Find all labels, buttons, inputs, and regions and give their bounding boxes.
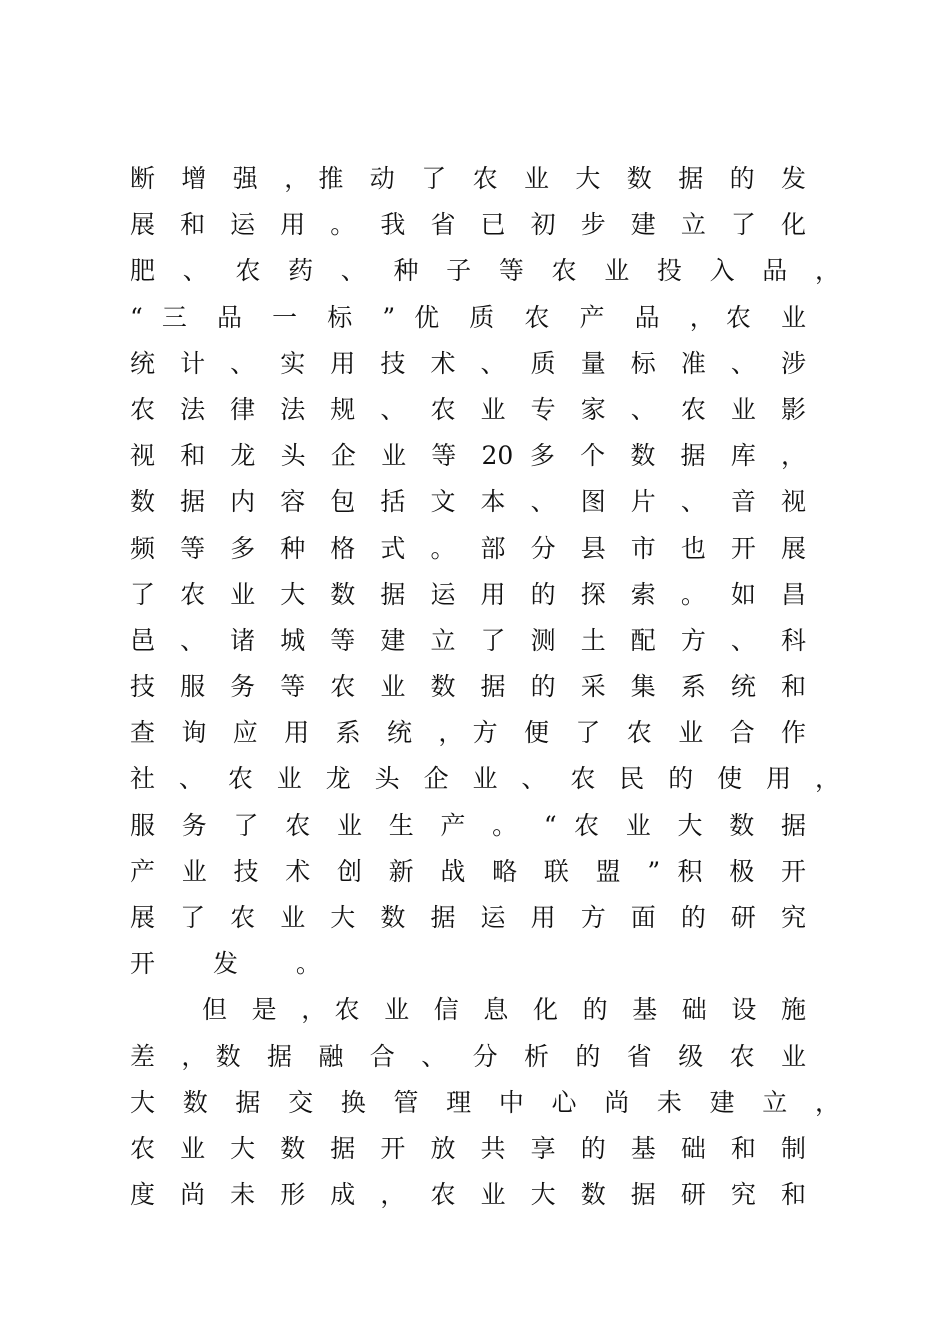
text-line: 农 法 律 法 规 、 农 业 专 家 、 农 业 影 [130,394,806,424]
text-line: 视 和 龙 头 企 业 等 20 多 个 数 据 库 ， [130,441,806,471]
paragraph-first-line: 但 是 ，农 业 信 息 化 的 基 础 设 施 [202,995,806,1025]
text-line: 社 、 农 业 龙 头 企 业 、 农 民 的 使 用 ， [130,764,840,794]
text-line: 技 服 务 等 农 业 数 据 的 采 集 系 统 和 [130,672,806,702]
text-line: “ 三 品 一 标 ” 优 质 农 产 品 ，农 业 [130,302,806,332]
text-line: 大 数 据 交 换 管 理 中 心 尚 未 建 立 ， [130,1087,840,1117]
text-line: 统 计 、 实 用 技 术 、 质 量 标 准 、 涉 [130,348,806,378]
text-line: 邑 、 诸 城 等 建 立 了 测 土 配 方 、 科 [130,625,806,655]
text-line: 开 发 。 [130,949,346,979]
text-line: 肥 、 农 药 、 种 子 等 农 业 投 入 品 ， [130,256,840,286]
text-line: 差 ，数 据 融 合 、 分 析 的 省 级 农 业 [130,1041,806,1071]
text-line: 数 据 内 容 包 括 文 本 、 图 片 、 音 视 [130,487,806,517]
text-line: 展 了 农 业 大 数 据 运 用 方 面 的 研 究 [130,903,806,932]
text-line: 频 等 多 种 格 式 。 部 分 县 市 也 开 展 [130,533,806,563]
text-line: 查 询 应 用 系 统 ，方 便 了 农 业 合 作 [130,718,806,748]
text-line: 产 业 技 术 创 新 战 略 联 盟 ” 积 极 开 [130,856,806,886]
text-line: 服 务 了 农 业 生 产 。 “ 农 业 大 数 据 [130,810,806,840]
text-line: 展 和 运 用 。 我 省 已 初 步 建 立 了 化 [130,210,806,240]
text-line: 度 尚 未 形 成 ， 农 业 大 数 据 研 究 和 [130,1180,806,1210]
document-body [130,156,850,1218]
text-line: 农 业 大 数 据 开 放 共 享 的 基 础 和 制 [130,1133,806,1163]
text-line: 了 农 业 大 数 据 运 用 的 探 索 。 如 昌 [130,579,806,609]
text-line: 断 增 强 ，推 动 了 农 业 大 数 据 的 发 [130,164,806,193]
